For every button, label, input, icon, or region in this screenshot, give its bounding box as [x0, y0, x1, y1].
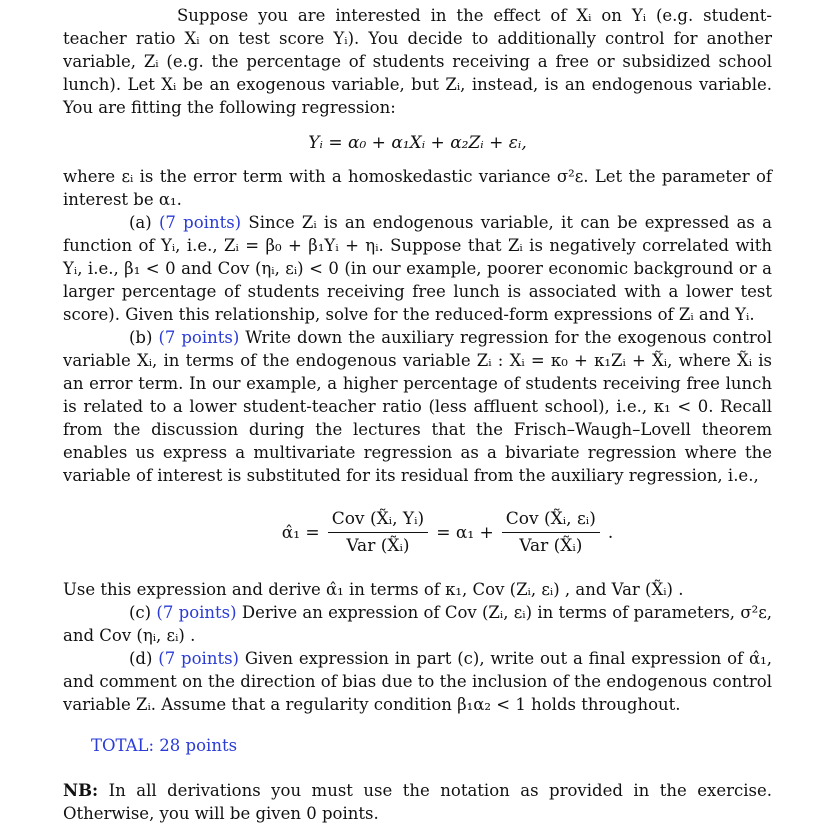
part-c-points: (7 points): [156, 603, 237, 622]
nb-label: NB:: [63, 781, 99, 800]
part-c-text: Derive an expression of Cov (Zᵢ, εᵢ) in terms of parameters, σ²ε, and Cov (ηᵢ, εᵢ) .: [63, 603, 772, 645]
total-points: TOTAL: 28 points: [91, 736, 238, 755]
part-b-points: (7 points): [158, 328, 240, 347]
fwl-denominator-2: Var (X̃ᵢ): [519, 536, 583, 556]
part-a-label: (a): [129, 213, 152, 232]
fwl-middle: = α₁ +: [436, 522, 494, 543]
nb-note: [63, 779, 772, 825]
part-a-points: (7 points): [158, 213, 242, 232]
part-a-text: Since Zᵢ is an endogenous variable, it can be expressed as a function of Yᵢ, i.e., Zᵢ = β₀ + β₁Yᵢ + ηᵢ. Suppose that Zᵢ is negatively correlated with Yᵢ, i.e., β₁ < 0 and Cov (ηᵢ, εᵢ) < 0 (in our example, poorer economic background or a larger percentage of students receiving free lunch is associated with a lower test score). Given this relationship, solve for the reduced-form expressions of Zᵢ and Yᵢ.: [63, 213, 772, 324]
part-b-after: Use this expression and derive α̂₁ in terms of κ₁, Cov (Zᵢ, εᵢ) , and Var (X̃ᵢ) .: [63, 580, 684, 599]
fwl-fraction-2: [502, 509, 600, 556]
nb-text: In all derivations you must use the notation as provided in the exercise. Otherwise, you will be given 0 points.: [63, 781, 772, 823]
intro-after-equation: where εᵢ is the error term with a homoskedastic variance σ²ε. Let the parameter of interest be α₁.: [63, 167, 772, 209]
part-d-label: (d): [129, 649, 153, 668]
intro-paragraph: Suppose you are interested in the effect of Xᵢ on Yᵢ (e.g. student-teacher ratio Xᵢ on test score Yᵢ). You decide to additionally control for another variable, Zᵢ (e.g. the percentage of students receiving a free or subsidized school lunch). Let Xᵢ be an exogenous variable, but Zᵢ, instead, is an endogenous variable. You are fitting the following regression:: [63, 6, 772, 117]
part-a: [63, 211, 772, 326]
fwl-equation: [123, 509, 772, 556]
part-b: [63, 326, 772, 487]
fwl-end: .: [607, 522, 614, 543]
part-b-label: (b): [129, 328, 153, 347]
part-c: [63, 601, 772, 647]
fwl-fraction-1: [328, 509, 429, 556]
part-d-text: Given expression in part (c), write out a final expression of α̂₁, and comment on the direction of bias due to the inclusion of the endogenous control variable Zᵢ. Assume that a regularity condition β₁α₂ < 1 holds throughout.: [63, 649, 772, 714]
fwl-numerator-2: Cov (X̃ᵢ, εᵢ): [502, 509, 600, 533]
fwl-numerator-1: Cov (X̃ᵢ, Yᵢ): [328, 509, 429, 533]
fwl-lhs: α̂₁ =: [281, 522, 320, 543]
part-d-points: (7 points): [158, 649, 239, 668]
regression-equation: Yᵢ = α₀ + α₁Xᵢ + α₂Zᵢ + εᵢ,: [308, 133, 527, 153]
part-c-label: (c): [129, 603, 152, 622]
part-b-text: Write down the auxiliary regression for the exogenous control variable Xᵢ, in terms of the endogenous variable Zᵢ : Xᵢ = κ₀ + κ₁Zᵢ + X̃ᵢ, where X̃ᵢ is an error term. In our example, a higher percentage of students receiving free lunch is related to a lower student-teacher ratio (less affluent school), i.e., κ₁ < 0. Recall from the discussion during the lectures that the Frisch–Waugh–Lovell theorem enables us express a multivariate regression as a bivariate regression where the variable of interest is substituted for its residual from the auxiliary regression, i.e.,: [63, 328, 772, 485]
fwl-denominator-1: Var (X̃ᵢ): [346, 536, 410, 556]
part-d: [63, 647, 772, 716]
